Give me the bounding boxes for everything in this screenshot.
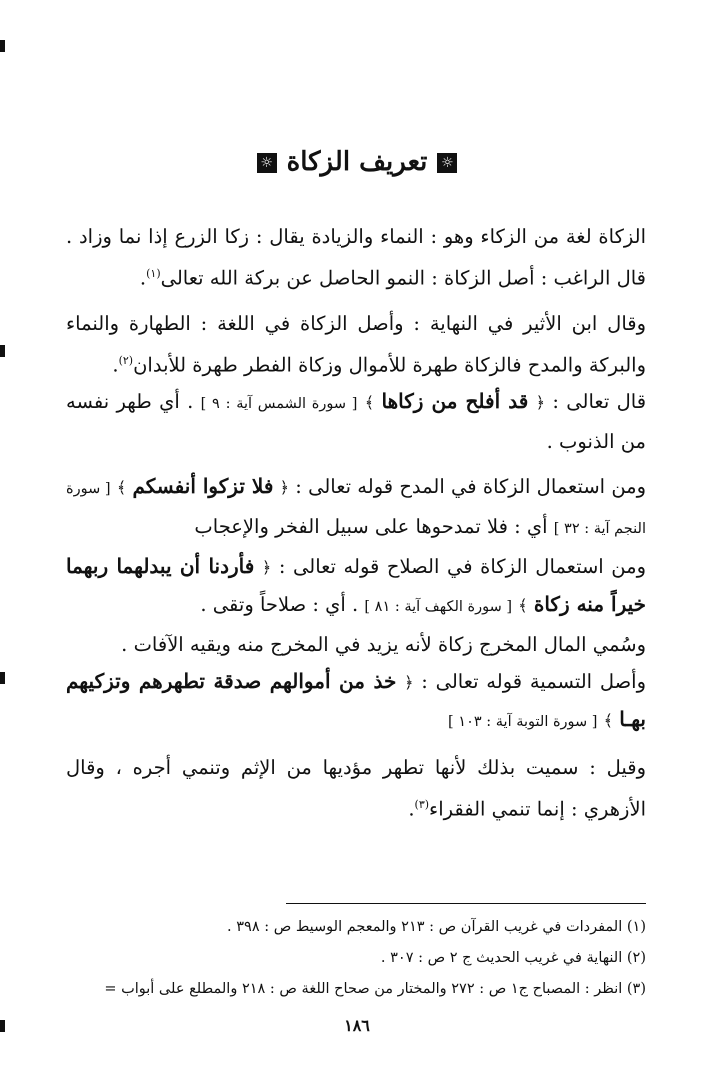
body-text: [66, 218, 646, 828]
page-title: [0, 142, 714, 182]
quran-brace: ﴾: [116, 478, 127, 497]
paragraph: ومن استعمال الزكاة في الصلاح قوله تعالى : ﴿ فأردنا أن يبدلهما ربهما خيراً منه زكاة ﴾ [ سورة الكهف آية : ٨١ ] . أي : صلاحاً وتقى .: [66, 554, 646, 616]
footnote-ref: (٣): [414, 798, 430, 811]
paragraph: وأصل التسمية قوله تعالى : ﴿ خذ من أموالهم صدقة تطهرهم وتزكيهم بهـا ﴾ [ سورة التوبة آية : ١٠٣ ]: [66, 669, 647, 731]
footnote: (١) المفردات في غريب القرآن ص : ٢١٣ والمعجم الوسيط ص : ٣٩٨ .: [227, 919, 646, 935]
verse-reference: [ سورة التوبة آية : ١٠٣ ]: [448, 714, 598, 730]
ornament-icon: ☼: [257, 153, 277, 173]
paragraph: قال تعالى : ﴿ قد أفلح من زكاها ﴾ [ سورة الشمس آية : ٩ ] . أي طهر نفسه من الذنوب .: [66, 389, 647, 453]
verse-reference: [ سورة الشمس آية : ٩ ]: [200, 396, 358, 412]
quran-verse: قد أفلح من زكاها: [381, 389, 529, 413]
footnotes: [66, 912, 646, 1005]
quran-brace: ﴾: [518, 596, 528, 615]
footnote-ref: (١): [146, 267, 161, 280]
scan-edge-mark: [0, 345, 5, 357]
page-number: ١٨٦: [344, 1016, 370, 1035]
paragraph: وسُمي المال المخرج زكاة لأنه يزيد في المخرج منه ويقيه الآفات .: [121, 633, 646, 656]
footnote: (٣) انظر : المصباح ج١ ص : ٢٧٢ والمختار من صحاح اللغة ص : ٢١٨ والمطلع على أبواب =: [104, 981, 646, 997]
verse-reference: [ سورة النجم آية : ٣٢ ]: [66, 481, 646, 537]
ornament-icon: ☼: [437, 153, 457, 173]
quran-verse: خذ من أموالهم صدقة تطهرهم وتزكيهم بهـا: [66, 669, 646, 731]
verse-reference: [ سورة الكهف آية : ٨١ ]: [364, 599, 513, 615]
quran-brace: ﴾: [603, 711, 614, 730]
scan-edge-mark: [0, 40, 5, 52]
scan-edge-mark: [0, 672, 5, 684]
footnote-separator: [286, 903, 646, 904]
paragraph: وقيل : سميت بذلك لأنها تطهر مؤديها من الإثم وتنمي أجره ، وقال الأزهري : إنما تنمي الفقراء$^{(٣)}$.: [66, 756, 646, 821]
paragraph: الزكاة لغة من الزكاء وهو : النماء والزيادة يقال : زكا الزرع إذا نما وزاد . قال الراغب : أصل الزكاة : النمو الحاصل عن بركة الله تعالى$^{(١)}$.: [66, 225, 646, 290]
paragraph: ومن استعمال الزكاة في المدح قوله تعالى : ﴿ فلا تزكوا أنفسكم ﴾ [ سورة النجم آية : ٣٢ ] أي : فلا تمدحوها على سبيل الفخر والإعجاب: [66, 474, 647, 538]
quran-brace: ﴿: [279, 478, 290, 497]
footnote: (٢) النهاية في غريب الحديث ج ٢ ص : ٣٠٧ .: [380, 950, 646, 966]
title-text: تعريف الزكاة: [286, 147, 428, 177]
quran-brace: ﴿: [261, 558, 272, 577]
footnote-ref: (٢): [118, 353, 134, 367]
quran-brace: ﴿: [535, 393, 546, 412]
quran-verse: فلا تزكوا أنفسكم: [132, 474, 274, 498]
quran-verse: فأردنا أن يبدلهما ربهما خيراً منه زكاة: [66, 554, 646, 616]
quran-brace: ﴿: [404, 673, 414, 692]
quran-brace: ﴾: [364, 393, 375, 412]
paragraph: وقال ابن الأثير في النهاية : وأصل الزكاة في اللغة : الطهارة والنماء والبركة والمدح فالزكاة طهرة للأموال وزكاة الفطر طهرة للأبدان$^{(٢)}$.: [66, 311, 646, 376]
